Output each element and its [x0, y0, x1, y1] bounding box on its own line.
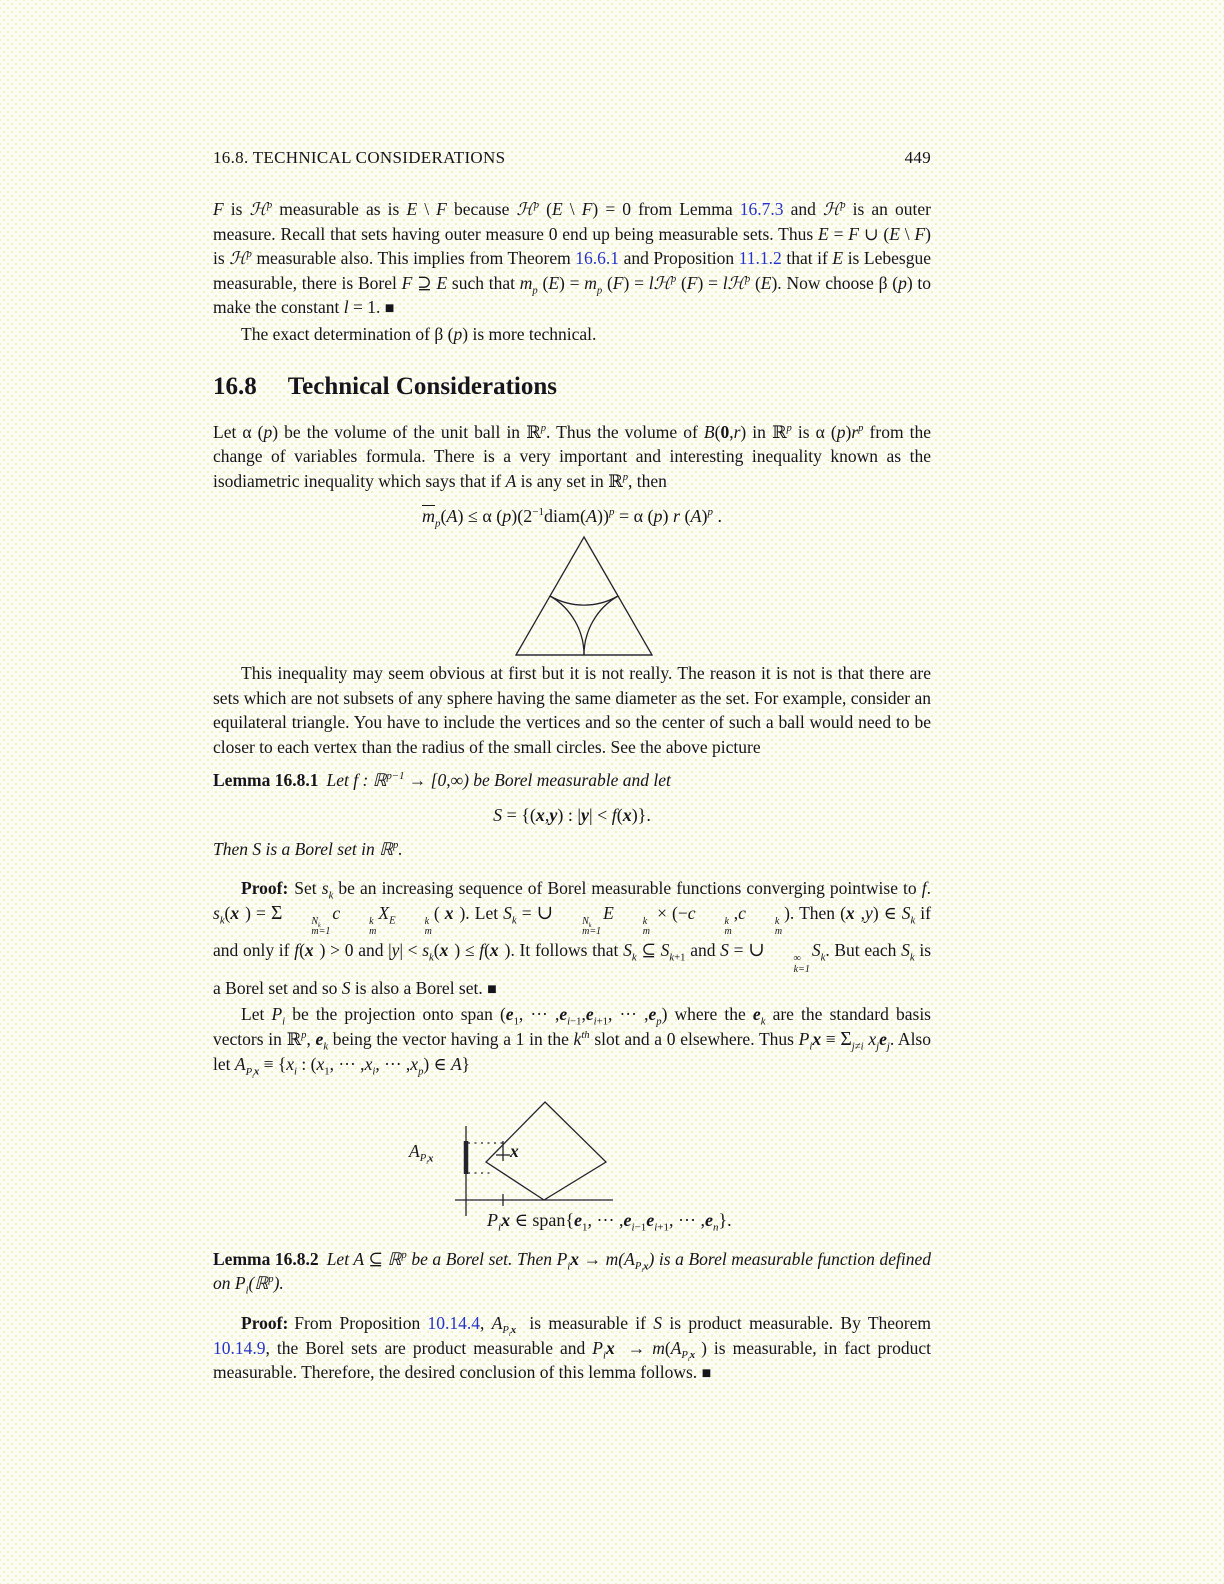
paragraph-beta-determination: The exact determination of β (p) is more technical.	[241, 323, 597, 344]
triangle-outline	[516, 537, 652, 655]
section-title: Technical Considerations	[287, 373, 558, 400]
equation-isodiametric: $\overline{m}_p(A) \le \alpha$ $(p)(2^{-1}diam(A))^p = \alpha$ (p) r $(A)^p$ .	[421, 506, 723, 530]
proof-label: Proof:	[241, 1312, 289, 1333]
ref-proposition-10-14-4[interactable]: 10.14.4	[427, 1312, 481, 1333]
paragraph-triangle-explanation: This inequality may seem obvious at first but it is not really. The reason it is not is that there are sets which are not subsets of any sphere having the same diameter as the set. For example, consider an equilateral triangle. You have to include the vertices and so the center of such a ball would need to be closer to each vertex than the radius of the small circles. See the above picture	[213, 663, 931, 757]
paragraph-isodiametric-intro: Let α (p) be the volume of the unit ball in ℝ$^p$. Thus the volume of B(0,r) in ℝ$^p$ is α $(p)r^p$ from the change of variables formula. There is a very important and interesting inequality known as the isodiametric inequality which says that if A is any set in ℝ$^p$, then	[213, 421, 932, 491]
lemma-16-8-1-conclusion: Then S is a Borel set in ℝ$^p$.	[213, 838, 403, 859]
page-number: 449	[904, 148, 931, 167]
proof-lemma-16-8-2	[213, 1311, 931, 1387]
diamond-set-A	[486, 1102, 606, 1200]
section-number: 16.8	[213, 373, 257, 400]
paragraph-projection: Let $P_i$ be the projection onto span ($e_1$, ··· $,e_{i-1},e_{i+1}$, ··· $,e_p$) where the $e_k$ are the standard basis vectors in ℝ$^p$, $e_k$ being the vector having a 1 in the $k^{th}$ slot and a 0 elsewhere. Thus $P_ix \equiv \Sigma_{j\ne i}$ $x_je_j$. Also let $A_{P_ix} \equiv \{x_i$ : ($x_1$, ··· $,x_i$, ··· $,x_p$) ∈ A}	[213, 1004, 931, 1080]
lemma-16-8-2-statement: Let A ⊆ ℝ$^p$ be a Borel set. Then $P_ix \to m(A_{P_ix})$ is a Borel measurable function defined on $P_i(ℝ^p)$.	[213, 1248, 931, 1297]
lemma-16-8-1-statement: Let f : ℝ$^{p-1}$ → [0,∞) be Borel measurable and let	[326, 770, 671, 790]
ref-theorem-10-14-9[interactable]: 10.14.9	[213, 1337, 266, 1358]
equation-S-definition: S = {(x,y) : |y| < f(x)}.	[493, 804, 651, 825]
ref-lemma-16-7-3[interactable]: 16.7.3	[739, 199, 784, 219]
proof-lemma-16-8-1	[213, 876, 931, 1002]
projection-diagram-figure	[213, 1081, 931, 1239]
lemma-16-8-1	[213, 768, 931, 793]
running-header	[213, 148, 931, 168]
figure-caption: $P_ix$ ∈ $span\{e_1$, ··· $,e_{i-1}e_{i+1}$, ··· $,e_n$}.	[487, 1209, 732, 1234]
text-column	[213, 148, 931, 1387]
proof-lemma-16-8-2-text: From Proposition 10.14.4, $A_{P_ix}$ is measurable if S is product measurable. By Theorem 10.14.9, the Borel sets are product measurable and $P_ix \to m(A_{P_ix}$ ) is measurable, in fact product measurable. Therefore, the desired conclusion of this lemma follows. ■	[213, 1312, 931, 1383]
lemma-16-8-2-label: Lemma 16.8.2	[213, 1248, 319, 1269]
proof-label: Proof:	[241, 878, 289, 898]
section-heading	[213, 373, 931, 401]
equilateral-triangle-figure	[484, 533, 684, 661]
lemma-16-8-1-label: Lemma 16.8.1	[213, 770, 319, 790]
proof-lemma-16-8-1-text: Set $s_k$ be an increasing sequence of Borel measurable functions converging pointwise to f. $s_k(x$ ) = Σ $N_k$ m=1 c k m $X_E$ k m ( x ). Let $S_k$ = ∪ $N_k$ m=1 E k m × (−c k m ,c k m ). Then (x ,y) ∈ $S_k$ if and only if f(x ) > 0 and $|y| < s_k(x$ ) ≤ f(x ). It follows that $S_k$ ⊆ $S_{k+1}$ and S = ∪ ∞ k=1 $S_k$. But each $S_k$ is a Borel set and so S is also a Borel set. ■	[213, 878, 931, 998]
paragraph-measurability: F is ℋ$^p$ measurable as is E \ F because ℋ$^p$ (E \ F) = 0 from Lemma 16.7.3 and ℋ$^p$ is an outer measure. Recall that sets having outer measure 0 end up being measurable sets. Thus E = F ∪ (E \ F) is ℋ$^p$ measurable also. This implies from Theorem 16.6.1 and Proposition 11.1.2 that if E is Lebesgue measurable, there is Borel F ⊇ E such that $m_p$ $(E) = m_p$ (F) = lℋ$^p$ (F) = lℋ$^p$ (E). Now choose β (p) to make the constant l = 1. ■	[213, 199, 932, 317]
ref-proposition-11-1-2[interactable]: 11.1.2	[738, 248, 782, 268]
figure-point-label: x	[510, 1140, 519, 1161]
ref-theorem-16-6-1[interactable]: 16.6.1	[575, 248, 620, 268]
lemma-16-8-2	[213, 1247, 931, 1296]
running-header-section: 16.8. TECHNICAL CONSIDERATIONS	[213, 148, 506, 167]
figure-axis-set-label: $A_{P_ix}$	[409, 1140, 434, 1167]
